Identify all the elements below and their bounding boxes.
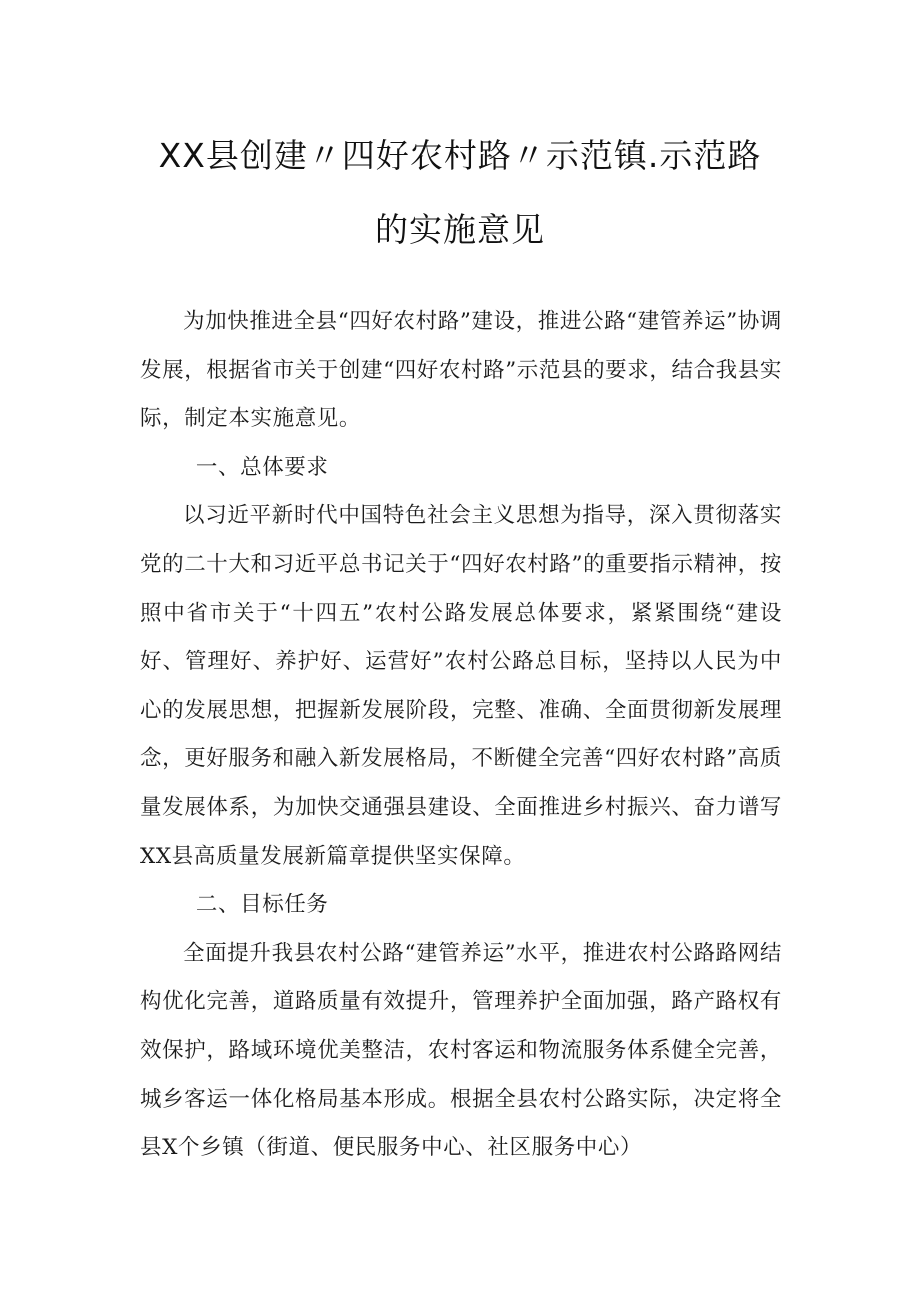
section-heading-goals-tasks: 二、目标任务	[195, 892, 329, 918]
document-body	[140, 298, 782, 1173]
document-title-line-1: XX县创建〃四好农村路〃示范镇.示范路	[158, 136, 762, 175]
general-requirements-paragraph: 以习近平新时代中国特色社会主义思想为指导，深入贯彻落实党的二十大和习近平总书记关于“四好农村路”的重要指示精神，按照中省市关于“十四五”农村公路发展总体要求，紧紧围绕“建设好、管理好、养护好、运营好”农村公路总目标，坚持以人民为中心的发展思想，把握新发展阶段，完整、准确、全面贯彻新发展理念，更好服务和融入新发展格局，不断健全完善“四好农村路”高质量发展体系，为加快交通强县建设、全面推进乡村振兴、奋力谱写XX县高质量发展新篇章提供坚实保障。	[140, 503, 782, 869]
goals-tasks-paragraph: 全面提升我县农村公路“建管养运”水平，推进农村公路路网结构优化完善，道路质量有效提升，管理养护全面加强，路产路权有效保护，路域环境优美整洁，农村客运和物流服务体系健全完善，城乡客运一体化格局基本形成。根据全县农村公路实际，决定将全县X个乡镇（街道、便民服务中心、社区服务中心）	[140, 940, 782, 1161]
section-heading-general-requirements: 一、总体要求	[195, 454, 329, 480]
intro-paragraph: 为加快推进全县“四好农村路”建设，推进公路“建管养运”协调发展，根据省市关于创建“四好农村路”示范县的要求，结合我县实际，制定本实施意见。	[140, 309, 782, 432]
document-title-line-2: 的实施意见	[375, 210, 545, 249]
